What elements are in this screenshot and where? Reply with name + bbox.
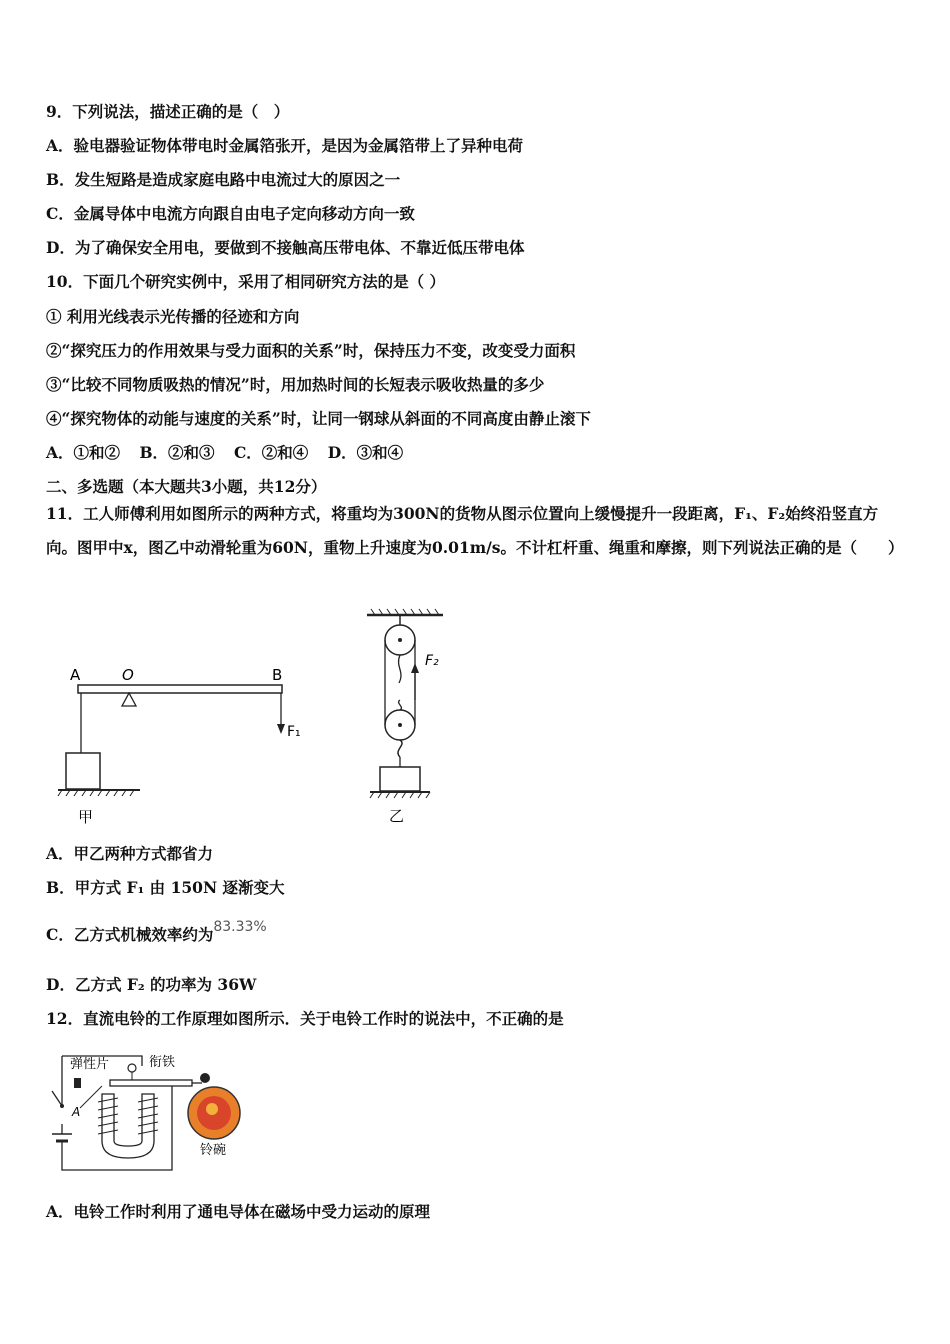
q11-option-a: A．甲乙两种方式都省力: [46, 844, 214, 863]
section-heading: 二、多选题（本大题共3小题，共12分）: [46, 477, 327, 496]
contact-a: [74, 1078, 81, 1088]
label-spring: 弹性片: [70, 1057, 110, 1072]
armature: [110, 1080, 192, 1086]
efficiency-formula: 83.33%: [213, 919, 267, 935]
label-b: B: [272, 666, 283, 684]
caption-jia: 甲: [78, 808, 94, 826]
label-armature: 衔铁: [149, 1055, 176, 1070]
label-f2: F₂: [425, 653, 439, 669]
q11-stem: 11．工人师傅利用如图所示的两种方式，将重均为300N的货物从图示位置向上缓慢提升一段距离，F₁、F₂始终沿竖直方向。图甲中x，图乙中动滑轮重为60N，重物上升速度为0.01m/s。不计杠杆重、绳重和摩擦，则下列说法正确的是（ ）: [46, 504, 904, 557]
q12-stem: 12．直流电铃的工作原理如图所示．关于电铃工作时的说法中，不正确的是: [46, 1009, 564, 1028]
q11-option-c: [46, 919, 267, 946]
q11-option-c-text: C．乙方式机械效率约为: [46, 925, 214, 944]
q10-item-2: ②“探究压力的作用效果与受力面积的关系”时，保持压力不变，改变受力面积: [46, 341, 576, 360]
label-o: O: [122, 666, 134, 684]
cargo-yi: [380, 767, 420, 791]
caption-yi: 乙: [389, 807, 405, 825]
q10-option-c: C．②和④: [233, 443, 309, 462]
figure-yi-pulley: [355, 605, 465, 830]
figure-electric-bell: [42, 1046, 252, 1176]
q10-option-d: D．③和④: [327, 443, 404, 462]
q9-option-d: D．为了确保安全用电，要做到不接触高压带电体、不靠近低压带电体: [46, 238, 525, 257]
label-a: A: [72, 1105, 81, 1119]
q10-stem: 10．下面几个研究实例中，采用了相同研究方法的是（ ）: [46, 272, 445, 291]
switch: [52, 1091, 62, 1106]
q9-option-b: B．发生短路是造成家庭电路中电流过大的原因之一: [46, 170, 401, 189]
fulcrum: [122, 693, 136, 706]
q11-option-b: B．甲方式 F₁ 由 150N 逐渐变大: [46, 878, 285, 897]
label-f1: F₁: [287, 724, 301, 740]
q12-option-a: A．电铃工作时利用了通电导体在磁场中受力运动的原理: [46, 1202, 431, 1221]
u-electromagnet: [102, 1094, 154, 1158]
label-a: A: [70, 666, 81, 684]
q10-item-1: ① 利用光线表示光传播的径迹和方向: [46, 307, 300, 326]
q11-option-d: D．乙方式 F₂ 的功率为 36W: [46, 975, 257, 994]
lever-bar: [78, 685, 282, 693]
q10-item-3: ③“比较不同物质吸热的情况”时，用加热时间的长短表示吸收热量的多少: [46, 375, 545, 394]
label-bell: 铃碗: [200, 1143, 227, 1158]
q10-options: [46, 443, 417, 463]
q9-option-c: C．金属导体中电流方向跟自由电子定向移动方向一致: [46, 204, 415, 223]
cargo-jia: [66, 753, 100, 789]
q9-option-a: A．验电器验证物体带电时金属箔张开，是因为金属箔带上了异种电荷: [46, 136, 524, 155]
q10-option-a: A．①和②: [46, 443, 121, 462]
q9-stem: 9．下列说法，描述正确的是（ ）: [46, 102, 290, 121]
figure-jia-lever: [50, 650, 310, 830]
q10-item-4: ④“探究物体的动能与速度的关系”时，让同一钢球从斜面的不同高度由静止滚下: [46, 409, 591, 428]
q10-option-b: B．②和③: [139, 443, 215, 462]
